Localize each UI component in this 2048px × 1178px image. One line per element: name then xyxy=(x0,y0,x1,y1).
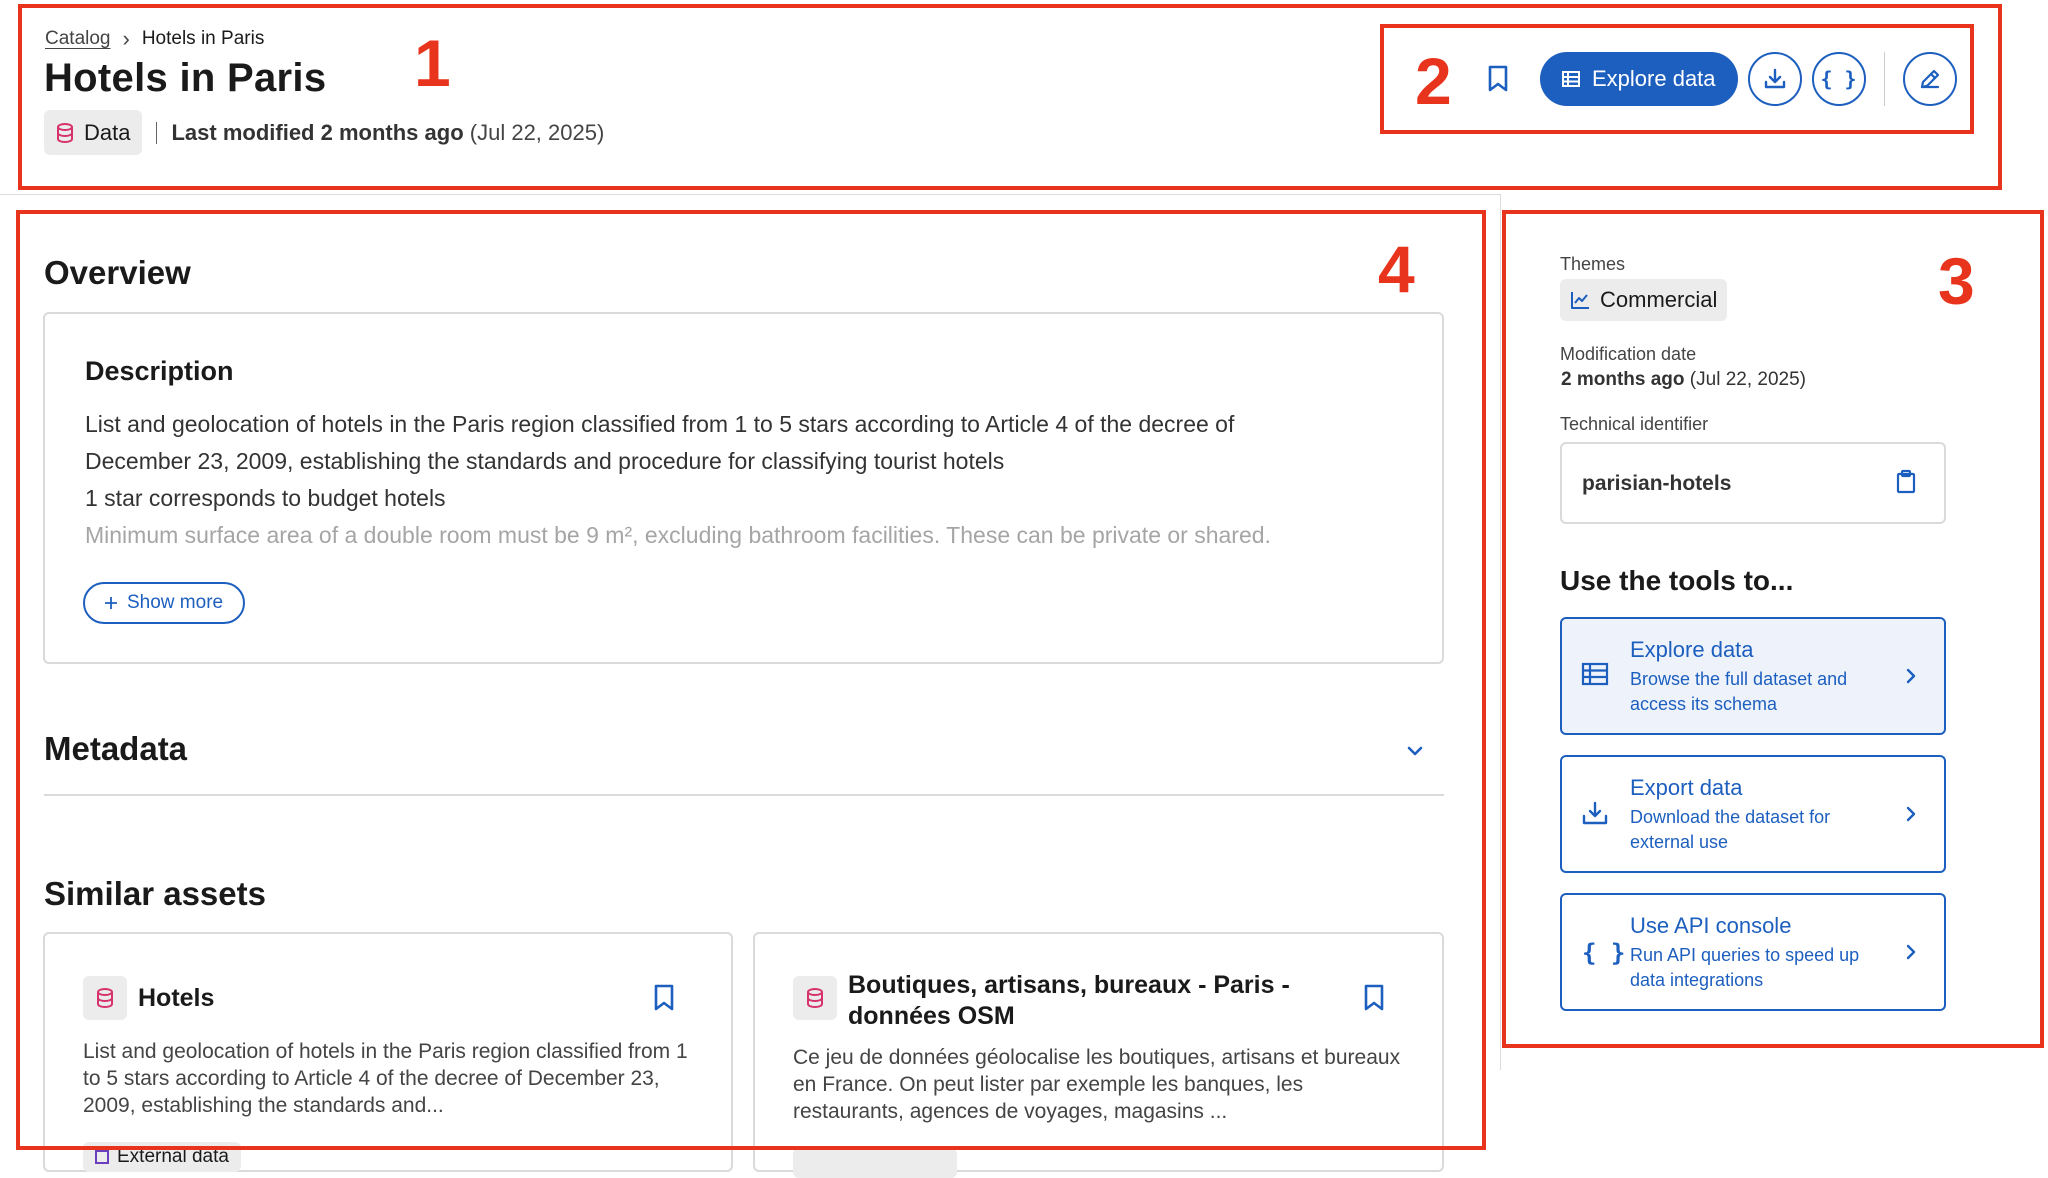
metadata-toggle[interactable] xyxy=(1400,736,1430,766)
bookmark-button[interactable] xyxy=(1478,52,1518,106)
annotation-number: 1 xyxy=(414,26,451,100)
asset-tag xyxy=(793,1148,957,1178)
bookmark-icon xyxy=(1363,984,1385,1012)
tool-description: Run API queries to speed up data integrations xyxy=(1630,945,1860,990)
similar-asset-card[interactable] xyxy=(43,932,733,1172)
annotation-number: 2 xyxy=(1415,44,1452,118)
last-modified-relative: 2 months ago xyxy=(320,119,464,145)
chevron-right-icon xyxy=(1902,803,1920,825)
description-line-faded: Minimum surface area of a double room must be 9 m², excluding bathroom facilities. These can be private or shared. xyxy=(85,522,1271,548)
annotation-number: 3 xyxy=(1938,244,1975,318)
asset-description: List and geolocation of hotels in the Paris region classified from 1 to 5 stars according to Article 4 of the decree of December 23, 2009, establishing the standards and... xyxy=(83,1040,688,1117)
bookmark-icon xyxy=(653,984,675,1012)
bookmark-icon xyxy=(1487,65,1509,93)
asset-title[interactable]: Hotels xyxy=(138,984,215,1012)
breadcrumb-separator: › xyxy=(122,26,130,51)
theme-label: Commercial xyxy=(1600,287,1718,312)
technical-identifier-box xyxy=(1560,442,1946,524)
dataset-type-label: Data xyxy=(84,119,131,145)
modification-date: (Jul 22, 2025) xyxy=(1689,369,1806,390)
tool-api-console[interactable] xyxy=(1560,893,1946,1011)
similar-assets-heading: Similar assets xyxy=(44,875,266,912)
tool-title: Export data xyxy=(1630,775,1743,800)
meta-divider xyxy=(156,122,157,144)
tool-title: Explore data xyxy=(1630,637,1754,662)
clipboard-icon[interactable] xyxy=(1896,470,1916,494)
breadcrumb-link-catalog[interactable]: Catalog xyxy=(45,28,111,49)
last-modified-prefix: Last modified xyxy=(171,119,315,145)
asset-tag-label: External data xyxy=(117,1146,229,1167)
tool-description: Browse the full dataset and access its schema xyxy=(1630,669,1848,714)
tool-description: Download the dataset for external use xyxy=(1630,807,1831,852)
technical-identifier-label: Technical identifier xyxy=(1560,414,1709,434)
dataset-type-chip xyxy=(44,110,142,155)
dataset-meta-row xyxy=(44,110,604,155)
tool-export-data[interactable] xyxy=(1560,755,1946,873)
last-modified xyxy=(171,120,604,146)
asset-bookmark-button[interactable] xyxy=(653,984,675,1012)
show-more-label: Show more xyxy=(127,592,224,613)
database-icon xyxy=(83,976,127,1020)
table-icon xyxy=(1582,663,1608,685)
braces-icon: { } xyxy=(1582,939,1626,967)
breadcrumb xyxy=(45,26,264,52)
tools-heading: Use the tools to... xyxy=(1560,565,1794,596)
description-heading: Description xyxy=(85,356,234,386)
annotation-number: 4 xyxy=(1378,232,1415,306)
actions-divider xyxy=(1884,52,1885,106)
table-icon xyxy=(1562,70,1580,88)
modification-relative: 2 months ago xyxy=(1561,369,1685,390)
explore-data-label: Explore data xyxy=(1592,66,1716,91)
chevron-right-icon xyxy=(1902,941,1920,963)
plus-icon xyxy=(105,597,117,609)
external-data-icon xyxy=(95,1150,109,1164)
sidebar-divider xyxy=(1500,194,1501,1070)
asset-bookmark-button[interactable] xyxy=(1363,984,1385,1012)
database-icon xyxy=(793,976,837,1020)
theme-chip[interactable] xyxy=(1560,279,1727,321)
api-console-button[interactable] xyxy=(1812,52,1866,106)
last-modified-date: (Jul 22, 2025) xyxy=(469,119,605,145)
description-line: December 23, 2009, establishing the standards and procedure for classifying tourist hotels xyxy=(85,448,1005,474)
download-icon xyxy=(1763,67,1787,91)
pencil-icon xyxy=(1918,67,1942,91)
asset-tag xyxy=(83,1142,241,1172)
page-title: Hotels in Paris xyxy=(44,56,327,100)
download-button[interactable] xyxy=(1748,52,1802,106)
description-line: 1 star corresponds to budget hotels xyxy=(85,485,446,511)
metadata-divider xyxy=(44,794,1444,796)
similar-asset-card[interactable] xyxy=(753,932,1444,1172)
description-card xyxy=(43,312,1444,664)
asset-description: Ce jeu de données géolocalise les boutiques, artisans et bureaux en France. On peut lister par exemple les banques, les restaurants, agences de voyages, magasins ... xyxy=(793,1046,1401,1123)
explore-data-button[interactable] xyxy=(1540,52,1738,106)
show-more-button[interactable] xyxy=(83,582,245,624)
tool-title: Use API console xyxy=(1630,913,1792,938)
modification-date-label: Modification date xyxy=(1560,344,1697,364)
header-divider xyxy=(0,194,1500,195)
breadcrumb-current: Hotels in Paris xyxy=(141,28,265,49)
description-text xyxy=(85,406,1405,554)
description-line: List and geolocation of hotels in the Paris region classified from 1 to 5 stars according to Article 4 of the decree of xyxy=(85,411,1235,437)
chevron-down-icon xyxy=(1400,736,1430,766)
download-icon xyxy=(1582,801,1608,825)
braces-icon: { } xyxy=(1820,67,1857,91)
chevron-right-icon xyxy=(1902,665,1920,687)
line-chart-icon xyxy=(1570,291,1590,309)
edit-button[interactable] xyxy=(1903,52,1957,106)
overview-heading: Overview xyxy=(44,254,191,291)
asset-title[interactable]: Boutiques, artisans, bureaux - Paris - données OSM xyxy=(848,971,1290,1030)
modification-date-value xyxy=(1561,369,1806,391)
technical-identifier-value: parisian-hotels xyxy=(1582,472,1732,495)
database-icon xyxy=(56,123,74,143)
header-actions xyxy=(1478,52,1957,106)
tool-explore-data[interactable] xyxy=(1560,617,1946,735)
themes-label: Themes xyxy=(1560,254,1626,274)
metadata-heading[interactable]: Metadata xyxy=(44,730,188,767)
